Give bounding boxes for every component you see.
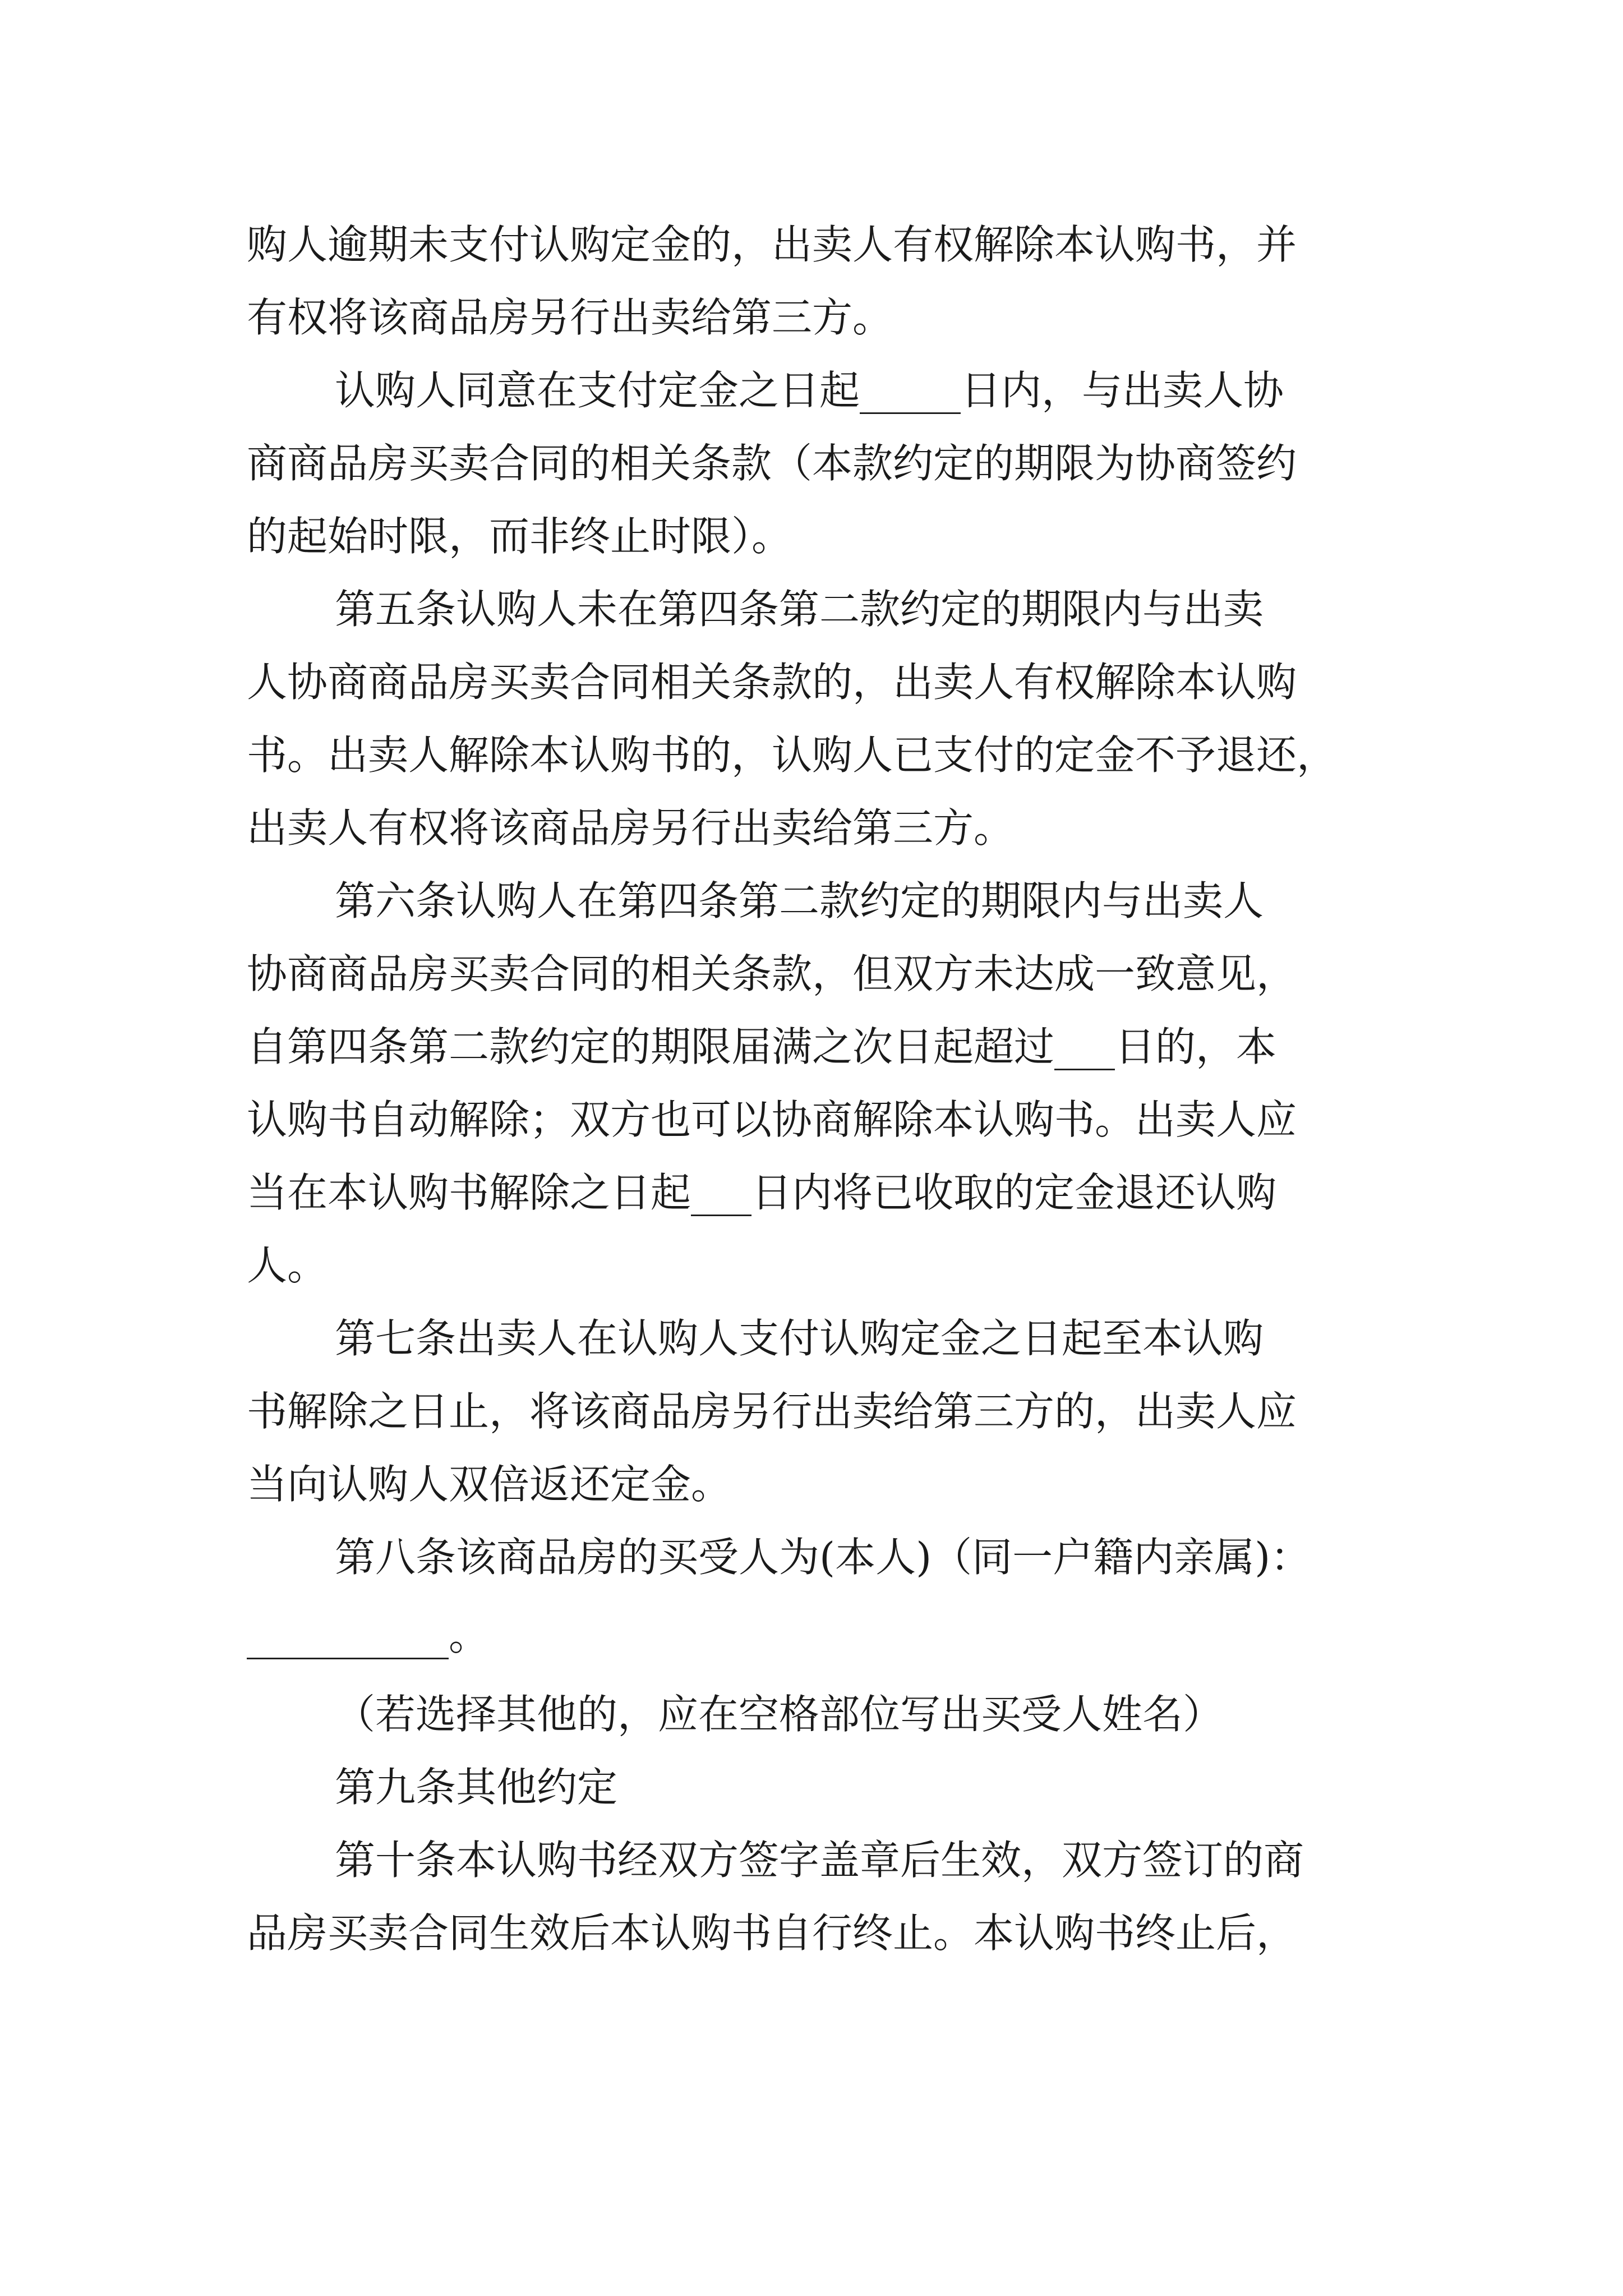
text-line: 书。出卖人解除本认购书的，认购人已支付的定金不予退还， xyxy=(247,731,1338,779)
text-line: 商商品房买卖合同的相关条款（本款约定的期限为协商签约 xyxy=(247,440,1297,487)
text-line: 有权将该商品房另行出卖给第三方。 xyxy=(247,294,893,341)
text-line: 第九条其他约定 xyxy=(335,1764,618,1811)
text-line: 认购书自动解除；双方也可以协商解除本认购书。出卖人应 xyxy=(247,1096,1297,1143)
text-line: 第六条认购人在第四条第二款约定的期限内与出卖人 xyxy=(335,877,1264,924)
text-line: 第五条认购人未在第四条第二款约定的期限内与出卖 xyxy=(335,586,1264,633)
text-line: 认购人同意在支付定金之日起_____日内，与出卖人协 xyxy=(335,367,1284,414)
text-line: 协商商品房买卖合同的相关条款，但双方未达成一致意见， xyxy=(247,950,1297,997)
text-line: 当向认购人双倍返还定金。 xyxy=(247,1461,732,1508)
text-line: 的起始时限，而非终止时限）。 xyxy=(247,513,792,560)
text-line: 书解除之日止，将该商品房另行出卖给第三方的，出卖人应 xyxy=(247,1388,1297,1435)
text-line: 当在本认购书解除之日起___日内将已收取的定金退还认购 xyxy=(247,1169,1277,1216)
text-line: 购人逾期未支付认购定金的，出卖人有权解除本认购书，并 xyxy=(247,221,1297,268)
text-line: 品房买卖合同生效后本认购书自行终止。本认购书终止后， xyxy=(247,1910,1297,1957)
text-line: 第七条出卖人在认购人支付认购定金之日起至本认购 xyxy=(335,1315,1264,1362)
text-line: 人协商商品房买卖合同相关条款的，出卖人有权解除本认购 xyxy=(247,659,1297,706)
text-line: __________。 xyxy=(247,1612,490,1659)
text-line: 人。 xyxy=(247,1242,328,1289)
text-line: 自第四条第二款约定的期限届满之次日起超过___日的，本 xyxy=(247,1023,1277,1070)
text-line: 第十条本认购书经双方签字盖章后生效，双方签订的商 xyxy=(335,1837,1304,1884)
text-line: （若选择其他的，应在空格部位写出买受人姓名） xyxy=(335,1691,1224,1738)
text-line: 出卖人有权将该商品房另行出卖给第三方。 xyxy=(247,804,1015,852)
text-line: 第八条该商品房的买受人为(本人)（同一户籍内亲属)： xyxy=(335,1534,1311,1581)
